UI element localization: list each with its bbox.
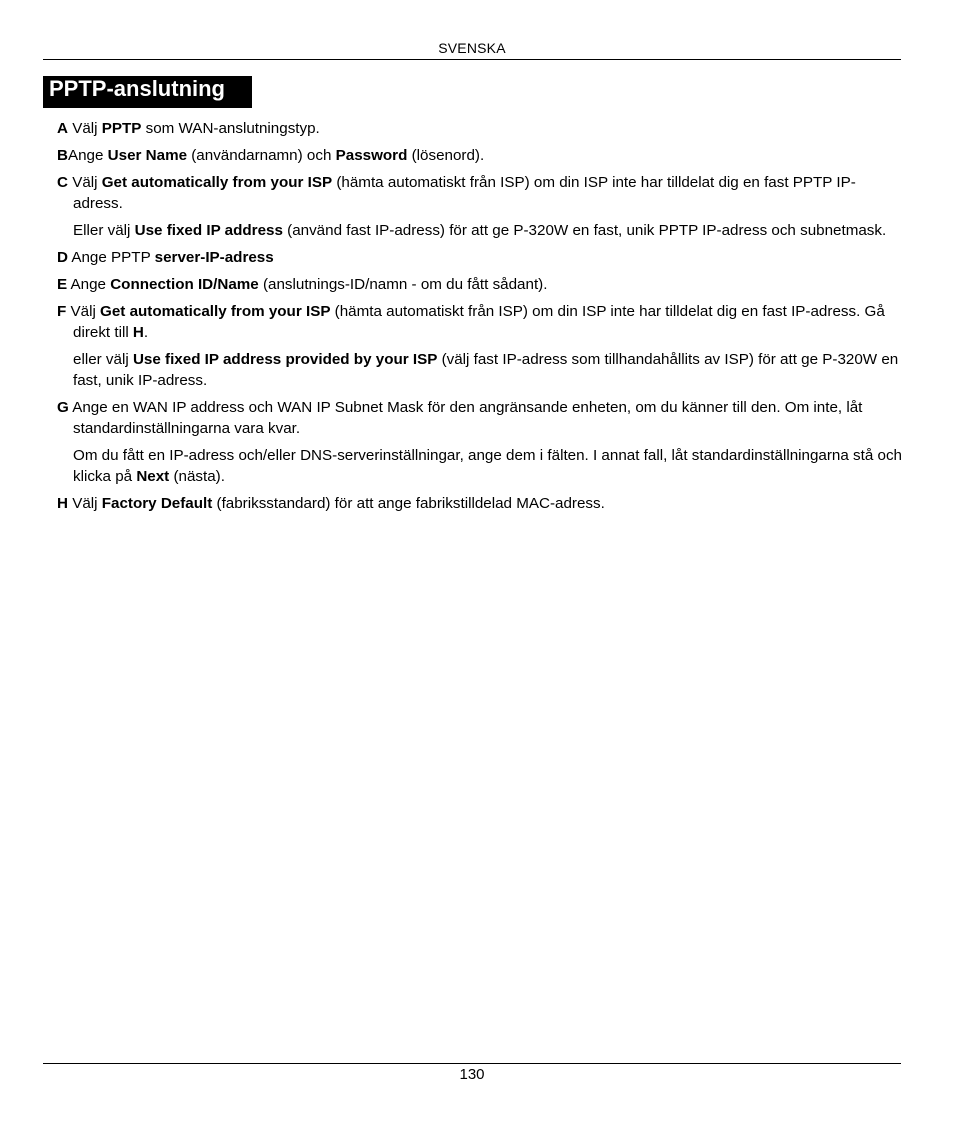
step-term: Get automatically from your ISP	[100, 303, 331, 320]
running-header: SVENSKA	[438, 40, 506, 56]
step-letter: G	[57, 399, 69, 416]
step-text: (nästa).	[169, 468, 225, 485]
step-f-alternative	[57, 349, 903, 391]
step-letter: F	[57, 303, 67, 320]
footer-rule	[43, 1063, 901, 1064]
step-term: PPTP	[101, 120, 142, 137]
step-term: Next	[136, 468, 170, 485]
step-term: Connection ID/Name	[110, 276, 259, 293]
step-text: Om du fått en IP-adress och/eller DNS-serverinställningar, ange dem i fälten. I annat fall, låt standardinställningarna stå och klicka på	[73, 447, 903, 485]
step-text: (hämta automatiskt från ISP) om din ISP inte har tilldelat dig en fast IP-adress. Gå direkt till	[73, 303, 885, 341]
step-term: server-IP-adress	[154, 249, 274, 266]
step-a	[57, 118, 903, 139]
step-text: Ange PPTP	[67, 249, 155, 266]
step-text: Välj	[67, 120, 102, 137]
step-term: User Name	[107, 147, 188, 164]
step-text: Välj	[67, 174, 102, 191]
step-text: (välj fast IP-adress som tillhandahållits av ISP) för att ge P-320W en fast, unik IP-adress.	[73, 351, 899, 389]
step-g-alternative	[57, 445, 903, 487]
step-d	[57, 247, 903, 268]
header-rule	[43, 59, 901, 60]
step-letter: D	[57, 249, 68, 266]
step-c	[57, 172, 903, 214]
step-text: som WAN-anslutningstyp.	[141, 120, 320, 137]
step-text: (fabriksstandard) för att ange fabrikstilldelad MAC-adress.	[212, 495, 605, 512]
step-text: (lösenord).	[407, 147, 485, 164]
step-letter: B	[57, 147, 68, 164]
step-letter: A	[57, 120, 68, 137]
step-term: H	[132, 324, 144, 341]
step-text: Ange	[67, 147, 108, 164]
step-letter: E	[57, 276, 68, 293]
step-text: eller välj	[73, 351, 133, 368]
steps-list	[57, 118, 903, 520]
step-term: Get automatically from your ISP	[101, 174, 333, 191]
step-text: (använd fast IP-adress) för att ge P-320W en fast, unik PPTP IP-adress och subnetmask.	[282, 222, 887, 239]
step-g	[57, 397, 903, 439]
step-f	[57, 301, 903, 343]
step-e	[57, 274, 903, 295]
step-text: Ange en WAN IP address och WAN IP Subnet Mask för den angränsande enheten, om du känner till den. Om inte, låt standardinställningarna vara kvar.	[68, 399, 863, 437]
step-text: (användarnamn) och	[187, 147, 336, 164]
step-text: Ange	[67, 276, 111, 293]
step-text: .	[143, 324, 149, 341]
step-letter: C	[57, 174, 68, 191]
step-term: Factory Default	[101, 495, 213, 512]
step-text: Välj	[67, 495, 102, 512]
step-h	[57, 493, 903, 514]
step-b	[57, 145, 903, 166]
step-term: Use fixed IP address provided by your ISP	[132, 351, 438, 368]
step-c-alternative	[57, 220, 903, 241]
step-text: (hämta automatiskt från ISP) om din ISP inte har tilldelat dig en fast PPTP IP-adress.	[73, 174, 856, 212]
step-text: Eller välj	[73, 222, 135, 239]
page-number: 130	[459, 1066, 485, 1083]
step-term: Use fixed IP address	[134, 222, 283, 239]
step-letter: H	[57, 495, 68, 512]
section-title: PPTP-anslutning	[43, 76, 252, 108]
step-term: Password	[335, 147, 408, 164]
step-text: Välj	[66, 303, 101, 320]
step-text: (anslutnings-ID/namn - om du fått sådant).	[258, 276, 548, 293]
